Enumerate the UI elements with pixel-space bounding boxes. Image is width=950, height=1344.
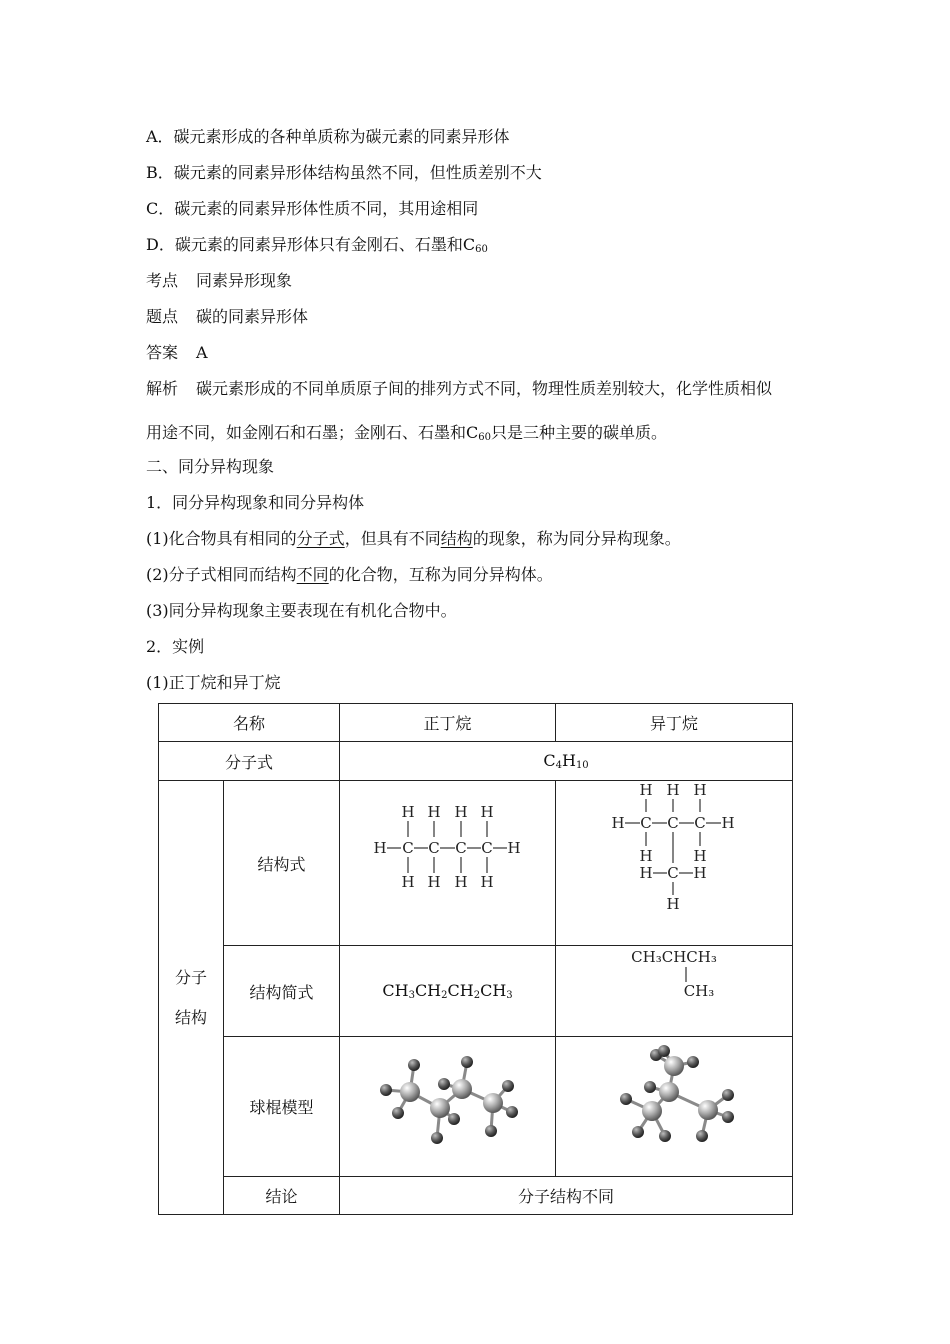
atom-h: H	[454, 873, 468, 891]
option-a: A．碳元素形成的各种单质称为碳元素的同素异形体	[146, 127, 510, 146]
header-name: 名称	[159, 704, 340, 742]
atom-h: H	[639, 847, 653, 865]
atom-h: H	[401, 803, 415, 821]
subsection-1: 1．同分异构现象和同分异构体	[146, 493, 365, 512]
atom-h: H	[666, 895, 680, 913]
atom-h: H	[480, 873, 494, 891]
formula-row	[159, 742, 793, 781]
atom-c: C	[640, 814, 652, 832]
atom-c: C	[667, 814, 679, 832]
atom-h: H	[427, 803, 441, 821]
group-label-2: 结构	[174, 1007, 207, 1027]
atom-h: H	[639, 864, 653, 882]
isobutane-structural-formula	[556, 781, 793, 941]
group-label-cell	[159, 781, 224, 1215]
tidian-line: 题点 碳的同素异形体	[146, 307, 309, 326]
section-title: 二、同分异构现象	[146, 457, 275, 476]
table-header-row	[159, 704, 793, 742]
paragraph-2: (2)分子式相同而结构不同的化合物，互称为同分异构体。	[146, 565, 553, 584]
isobutane-condensed	[556, 946, 793, 1032]
atom-h: H	[639, 781, 653, 799]
conclusion-row	[159, 1177, 793, 1215]
atom-h: H	[454, 803, 468, 821]
isobutane-condensed-bottom: CH₃	[683, 982, 715, 1000]
atom-h: H	[666, 781, 680, 799]
n-butane-structural-formula	[340, 781, 556, 941]
conclusion-label: 结论	[224, 1177, 340, 1215]
model-row	[159, 1037, 793, 1177]
condensed-label: 结构简式	[224, 946, 340, 1037]
atom-c: C	[481, 839, 493, 857]
atom-c: C	[402, 839, 414, 857]
group-label-1: 分子	[174, 967, 207, 987]
atom-h: H	[373, 839, 387, 857]
isobutane-model-cell	[556, 1037, 793, 1177]
atom-h: H	[427, 873, 441, 891]
atom-h: H	[693, 864, 707, 882]
atom-h: H	[693, 781, 707, 799]
option-b: B．碳元素的同素异形体结构虽然不同，但性质差别不大	[146, 163, 542, 182]
n-butane-model-cell	[340, 1037, 556, 1177]
isobutane-condensed-top: CH₃CHCH₃	[631, 948, 717, 966]
header-isobutane: 异丁烷	[556, 704, 793, 742]
atom-c: C	[455, 839, 467, 857]
model-label: 球棍模型	[224, 1037, 340, 1177]
example-1: (1)正丁烷和异丁烷	[146, 673, 281, 692]
atom-c: C	[667, 864, 679, 882]
condensed-row	[159, 946, 793, 1037]
option-c: C．碳元素的同素异形体性质不同，其用途相同	[146, 199, 479, 218]
atom-h: H	[611, 814, 625, 832]
isobutane-structural-cell	[556, 781, 793, 946]
option-d: D．碳元素的同素异形体只有金刚石、石墨和$C_{60}$	[146, 235, 488, 255]
answer-line: 答案 A	[146, 343, 208, 362]
atom-h: H	[721, 814, 735, 832]
n-butane-ball-stick-model	[340, 1037, 556, 1172]
paragraph-1: (1)化合物具有相同的分子式，但具有不同结构的现象，称为同分异构现象。	[146, 529, 681, 548]
structural-row	[159, 781, 793, 946]
analysis-line-1: 解析 碳元素形成的不同单质原子间的排列方式不同，物理性质差别较大，化学性质相似	[146, 379, 773, 398]
atom-h: H	[480, 803, 494, 821]
butane-comparison-table	[158, 703, 793, 1215]
atom-c: C	[694, 814, 706, 832]
formula-label: 分子式	[159, 742, 340, 781]
n-butane-condensed: $CH_3CH_2CH_2CH_3$	[340, 946, 556, 1037]
n-butane-structural-cell	[340, 781, 556, 946]
isobutane-condensed-cell	[556, 946, 793, 1037]
atom-h: H	[507, 839, 521, 857]
structural-label: 结构式	[224, 781, 340, 946]
kaodian-line: 考点 同素异形现象	[146, 271, 293, 290]
atom-h: H	[693, 847, 707, 865]
paragraph-3: (3)同分异构现象主要表现在有机化合物中。	[146, 601, 457, 620]
isobutane-ball-stick-model	[556, 1037, 793, 1172]
header-n-butane: 正丁烷	[340, 704, 556, 742]
analysis-line-2: 用途不同，如金刚石和石墨；金刚石、石墨和$C_{60}$只是三种主要的碳单质。	[146, 423, 667, 443]
subsection-2: 2．实例	[146, 637, 205, 656]
conclusion-value: 分子结构不同	[340, 1177, 793, 1215]
atom-h: H	[401, 873, 415, 891]
molecular-formula: $C_4H_{10}$	[340, 742, 793, 781]
atom-c: C	[428, 839, 440, 857]
